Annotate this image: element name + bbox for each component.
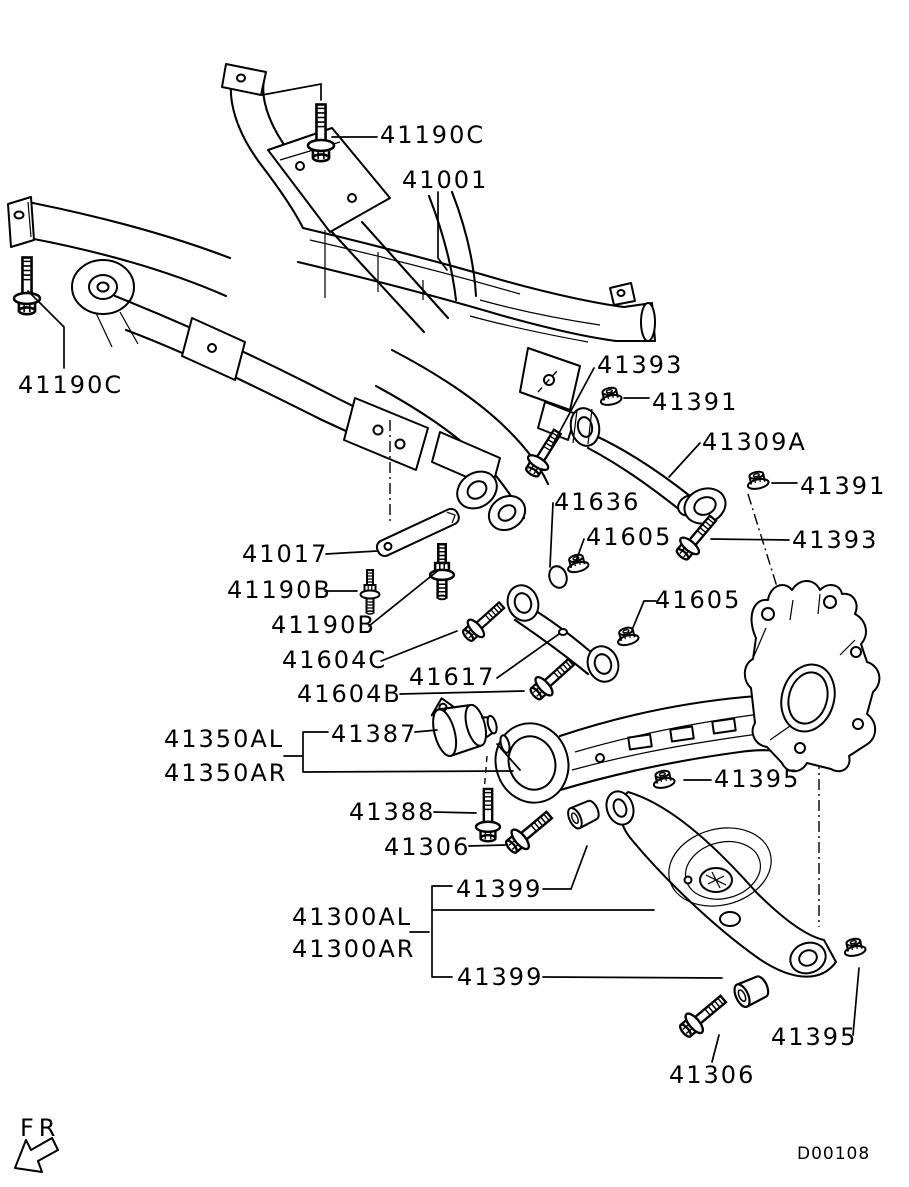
part-label-41393-right: 41393 bbox=[792, 526, 879, 554]
part-label-41017: 41017 bbox=[242, 540, 329, 568]
nut-41395-lower bbox=[842, 937, 866, 958]
part-label-41350al: 41350AL bbox=[164, 725, 285, 753]
bolt-41306-lower bbox=[675, 990, 731, 1042]
part-label-41387: 41387 bbox=[331, 720, 418, 748]
crossmember-41001 bbox=[8, 64, 655, 537]
part-label-41395-lower: 41395 bbox=[771, 1023, 858, 1051]
part-label-41393-upper: 41393 bbox=[597, 351, 684, 379]
stud-41190b-lower bbox=[430, 544, 454, 599]
bolt-41604b bbox=[526, 654, 579, 705]
front-direction-label: FR bbox=[20, 1114, 61, 1142]
bushing-41399-upper bbox=[565, 798, 601, 831]
nut-41605-lower bbox=[615, 625, 640, 647]
part-label-41391-right: 41391 bbox=[800, 472, 887, 500]
part-label-41605-lower: 41605 bbox=[655, 586, 742, 614]
nut-41391-upper bbox=[598, 386, 622, 407]
part-label-41399-upper: 41399 bbox=[456, 875, 543, 903]
bushing-assembly-41387 bbox=[426, 686, 501, 758]
nut-41391-right bbox=[745, 470, 769, 491]
bolt-41604c bbox=[459, 597, 509, 645]
part-label-41350ar: 41350AR bbox=[164, 759, 288, 787]
nut-41395-upper bbox=[651, 769, 675, 790]
part-label-41399-lower: 41399 bbox=[457, 963, 544, 991]
part-label-41190c-top: 41190C bbox=[380, 121, 486, 149]
part-label-41395-upper: 41395 bbox=[714, 765, 801, 793]
part-label-41001: 41001 bbox=[402, 166, 489, 194]
part-label-41604b: 41604B bbox=[297, 680, 402, 708]
bushing-41399-lower bbox=[731, 973, 771, 1009]
part-label-41605-upper: 41605 bbox=[586, 523, 673, 551]
part-label-41300al: 41300AL bbox=[292, 903, 413, 931]
part-label-41391-upper: 41391 bbox=[652, 388, 739, 416]
part-label-41636: 41636 bbox=[554, 488, 641, 516]
stay-41017 bbox=[375, 507, 462, 559]
front-direction-arrow-icon bbox=[15, 1138, 58, 1172]
part-label-41300ar: 41300AR bbox=[292, 935, 416, 963]
part-label-41190b-upper: 41190B bbox=[227, 576, 332, 604]
part-label-41190b-lower: 41190B bbox=[271, 611, 376, 639]
part-label-41190c-left: 41190C bbox=[18, 371, 124, 399]
part-label-41604c: 41604C bbox=[282, 646, 388, 674]
bolt-41388 bbox=[476, 789, 500, 841]
part-label-41306-upper: 41306 bbox=[384, 833, 471, 861]
lower-arm-41300 bbox=[602, 788, 836, 979]
bolt-41190c-left bbox=[14, 258, 40, 315]
part-label-41306-lower: 41306 bbox=[669, 1061, 756, 1089]
diagram-code: D00108 bbox=[797, 1144, 871, 1164]
part-label-41388: 41388 bbox=[349, 798, 436, 826]
rear-knuckle bbox=[745, 581, 880, 771]
bolt-41306-upper bbox=[501, 806, 557, 858]
stud-41190b-upper bbox=[361, 570, 380, 614]
part-label-41617: 41617 bbox=[409, 663, 496, 691]
front-direction-indicator bbox=[15, 1114, 60, 1172]
part-label-41309a: 41309A bbox=[702, 428, 807, 456]
